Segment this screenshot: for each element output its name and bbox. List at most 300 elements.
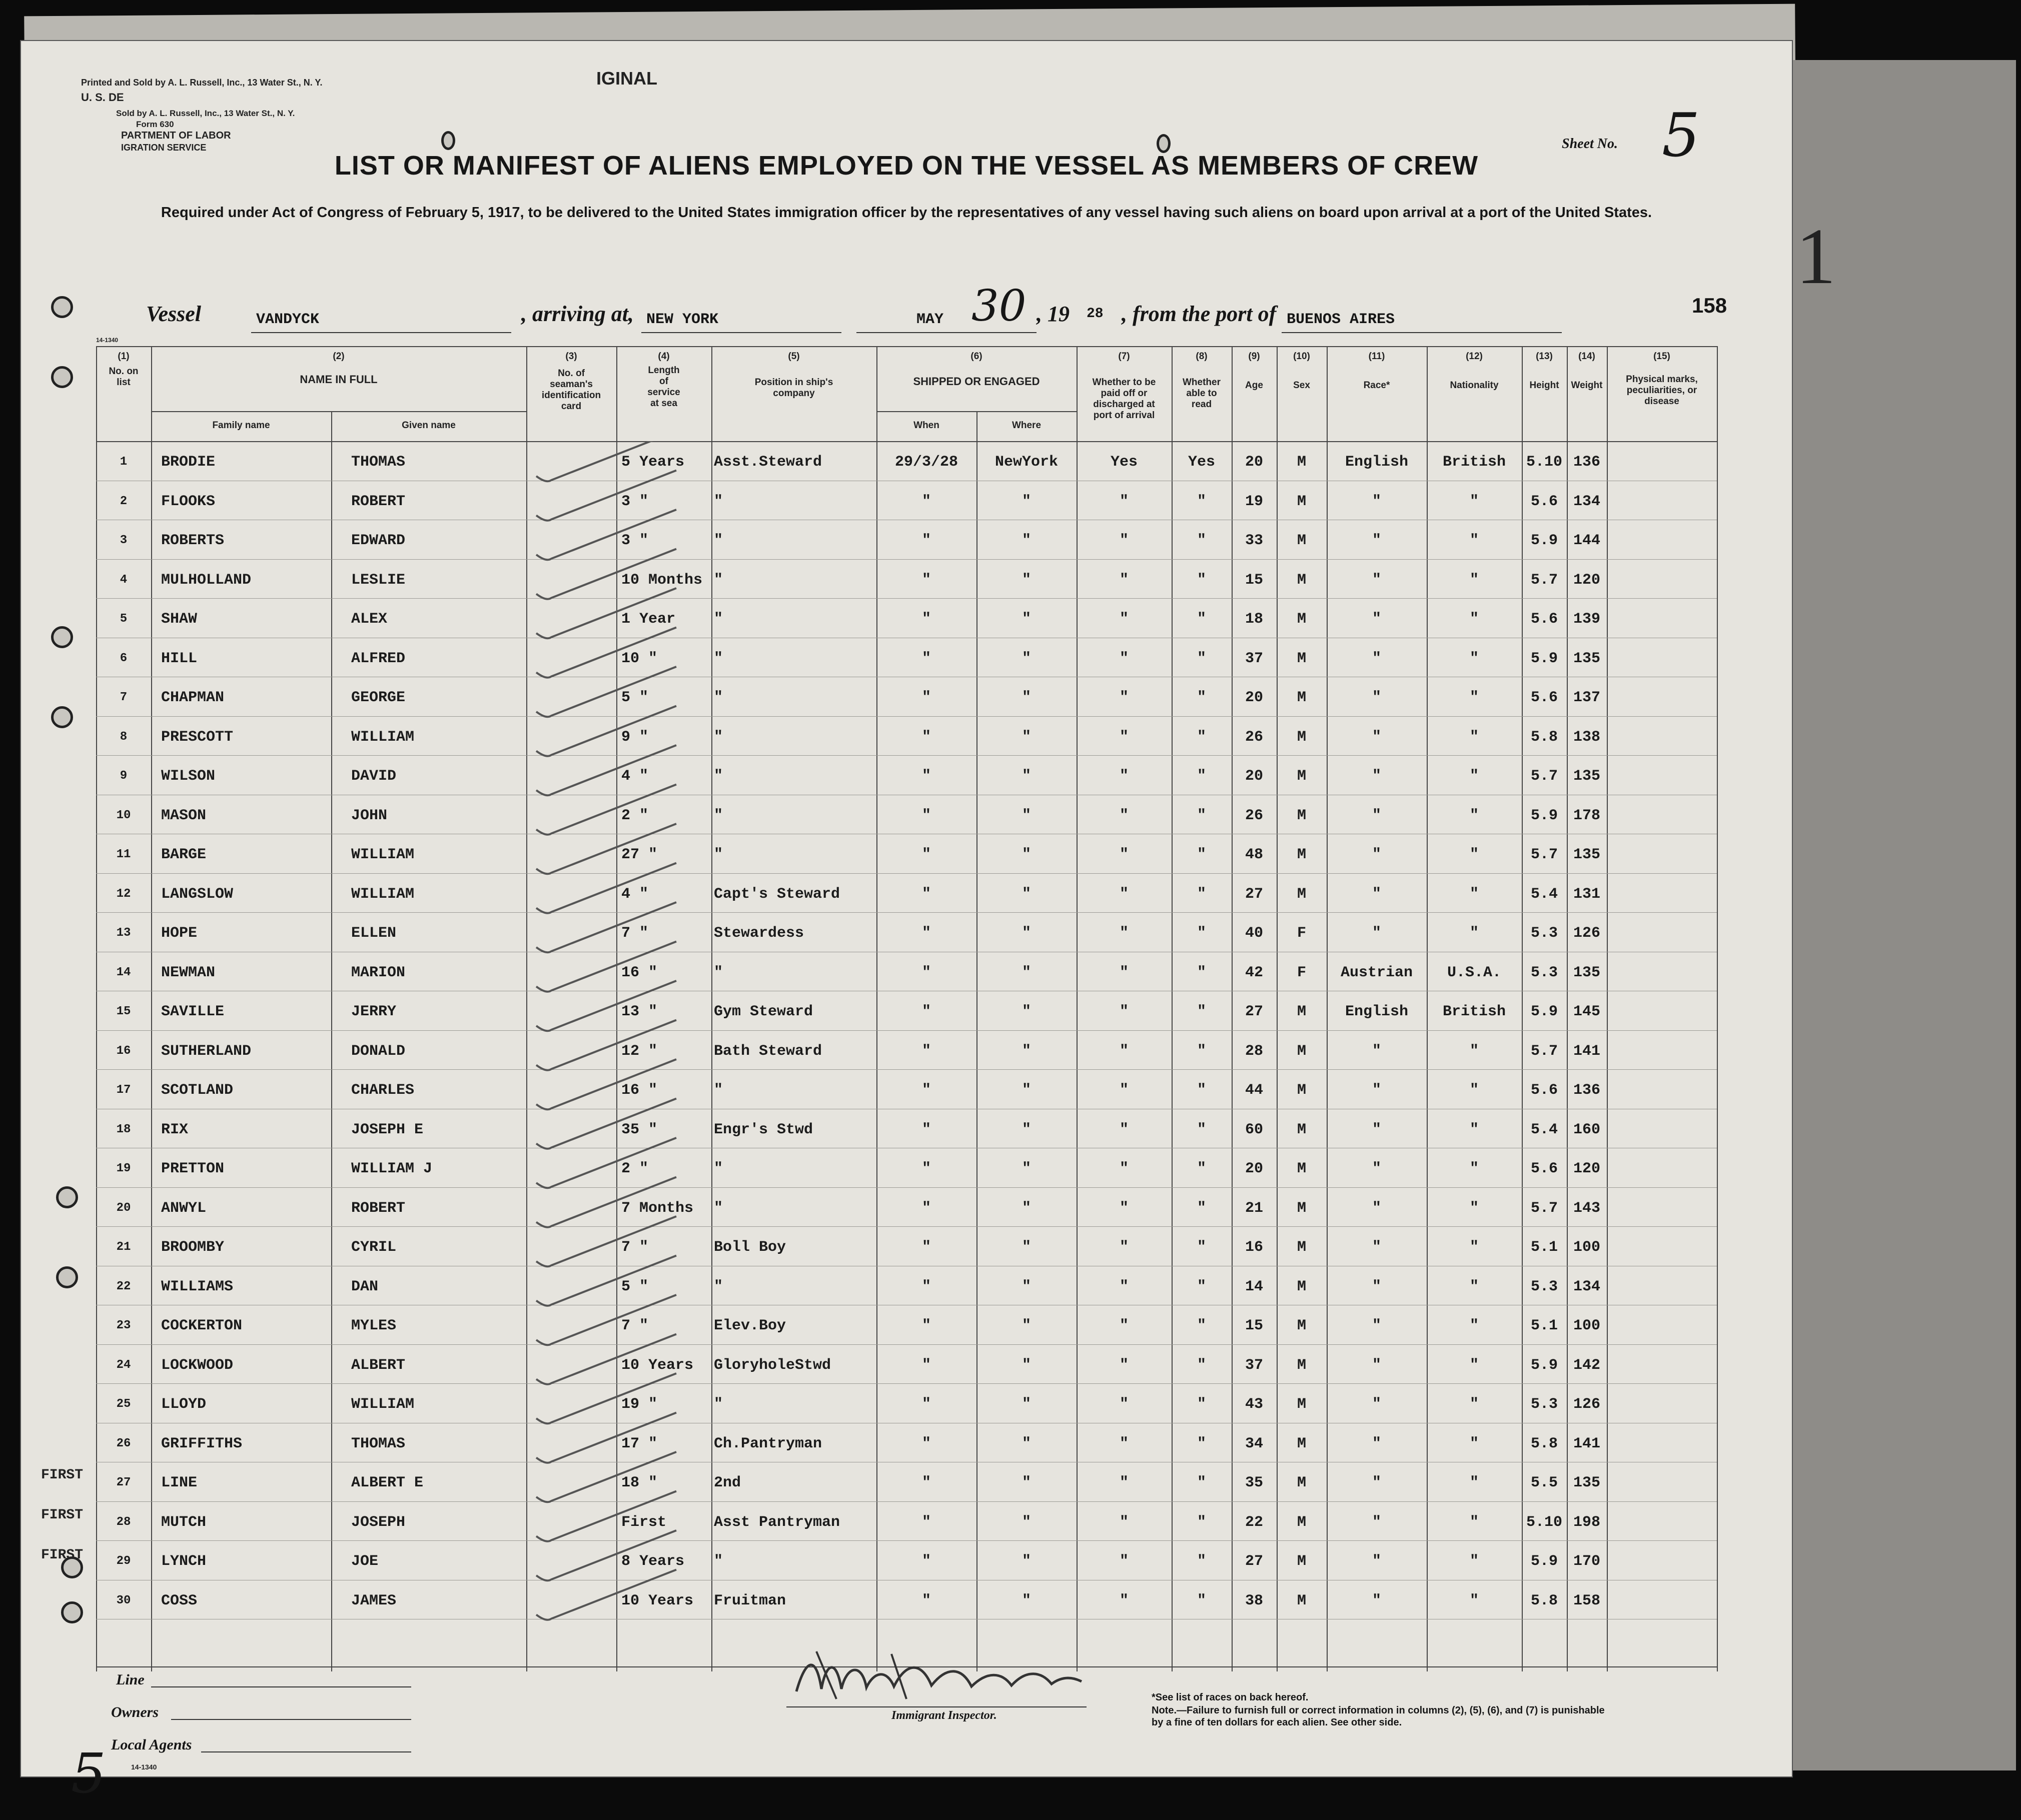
cell-no: 1 (120, 455, 128, 469)
cell-age: 15 (1245, 1317, 1263, 1334)
cell-family: BROOMBY (161, 1239, 225, 1256)
cell-height: 5.9 (1530, 1003, 1558, 1020)
cell-family: PRESCOTT (161, 728, 234, 746)
cell-family: FLOOKS (161, 493, 216, 510)
cell-age: 18 (1245, 611, 1263, 628)
cell-paid: " (1119, 846, 1129, 863)
cell-position: Engr's Stwd (714, 1121, 813, 1138)
form-code: 14-1340 (96, 337, 119, 344)
cell-given: CHARLES (351, 1082, 415, 1099)
cell-nationality: " (1469, 1592, 1479, 1609)
cell-nationality: British (1442, 1003, 1506, 1020)
cell-given: JAMES (351, 1592, 397, 1609)
cell-weight: 158 (1573, 1592, 1600, 1609)
cell-sex: M (1297, 1513, 1306, 1531)
cell-position: GloryholeStwd (714, 1356, 831, 1374)
cell-service: 5 Years (621, 454, 685, 471)
cell-family: SHAW (161, 611, 198, 628)
vessel-name: VANDYCK (256, 311, 320, 328)
binder-hole (51, 706, 73, 728)
cell-read: " (1197, 1474, 1206, 1491)
cell-age: 22 (1245, 1513, 1263, 1531)
cell-service: 19 " (621, 1396, 658, 1413)
cell-no: 29 (116, 1554, 131, 1568)
cell-height: 5.1 (1530, 1239, 1558, 1256)
cell-read: " (1197, 1513, 1206, 1531)
cell-age: 20 (1245, 768, 1263, 785)
cell-read: " (1197, 1435, 1206, 1452)
cell-where: " (1022, 571, 1031, 589)
cell-race: " (1372, 1474, 1381, 1491)
cell-sex: M (1297, 650, 1306, 667)
cell-race: " (1372, 493, 1381, 510)
col-race-header: (11) Race* (1363, 351, 1390, 391)
cell-family: SAVILLE (161, 1003, 225, 1020)
cell-age: 40 (1245, 925, 1263, 942)
cell-when: " (921, 571, 931, 589)
cell-nationality: U.S.A. (1447, 964, 1502, 981)
cell-sex: M (1297, 493, 1306, 510)
cell-position: " (714, 1199, 723, 1217)
cell-service: 12 " (621, 1042, 658, 1060)
cell-paid: " (1119, 1239, 1129, 1256)
cell-no: 22 (116, 1279, 131, 1293)
cell-service: 5 " (621, 1278, 649, 1295)
cell-position: " (714, 1396, 723, 1413)
cell-given: MYLES (351, 1317, 397, 1334)
cell-no: 23 (116, 1319, 131, 1332)
cell-no: 25 (116, 1397, 131, 1411)
cell-family: NEWMAN (161, 964, 216, 981)
cell-where: NewYork (994, 454, 1059, 471)
cell-race: " (1372, 532, 1381, 549)
cell-no: 27 (116, 1476, 131, 1489)
cell-nationality: " (1469, 846, 1479, 863)
cell-paid: " (1119, 493, 1129, 510)
cell-age: 16 (1245, 1239, 1263, 1256)
cell-position: " (714, 571, 723, 589)
cell-sex: M (1297, 1160, 1306, 1177)
cell-height: 5.7 (1530, 1199, 1558, 1217)
cell-weight: 134 (1573, 1278, 1600, 1295)
cell-weight: 134 (1573, 493, 1600, 510)
cell-service: 7 " (621, 925, 649, 942)
cell-read: " (1197, 1239, 1206, 1256)
cell-height: 5.10 (1526, 1513, 1562, 1531)
cell-read: " (1197, 964, 1206, 981)
col-marks-header: (15) Physical marks, peculiarities, or disease (1626, 351, 1698, 407)
cell-service: 2 " (621, 1160, 649, 1177)
cell-where: " (1022, 532, 1031, 549)
inspector-signature (786, 1641, 1107, 1711)
manifest-subtitle: Required under Act of Congress of February 5, 1917, to be delivered to the United States immigration officer by the representatives of any vessel having such aliens on board upon arrival at a port of the United States. (161, 205, 1652, 221)
cell-weight: 135 (1573, 768, 1600, 785)
cell-paid: " (1119, 611, 1129, 628)
cell-where: " (1022, 1474, 1031, 1491)
cell-race: " (1372, 1199, 1381, 1217)
cell-sex: M (1297, 1592, 1306, 1609)
cell-age: 19 (1245, 493, 1263, 510)
col-shipped-header: (6) SHIPPED OR ENGAGED (913, 351, 1040, 388)
cell-family: HOPE (161, 925, 198, 942)
manifest-sheet (20, 40, 1793, 1805)
cell-given: DONALD (351, 1042, 406, 1060)
cell-given: THOMAS (351, 454, 406, 471)
cell-read: " (1197, 1356, 1206, 1374)
cell-height: 5.7 (1530, 768, 1558, 785)
cell-race: " (1372, 1042, 1381, 1060)
cell-position: Elev.Boy (714, 1317, 786, 1334)
cell-service: 3 " (621, 493, 649, 510)
cell-height: 5.8 (1530, 1435, 1558, 1452)
from-port: BUENOS AIRES (1287, 311, 1395, 328)
cell-weight: 100 (1573, 1239, 1600, 1256)
cell-position: " (714, 964, 723, 981)
cell-paid: " (1119, 532, 1129, 549)
cell-when: " (921, 1317, 931, 1334)
cell-read: " (1197, 1553, 1206, 1570)
col-when-header: When (913, 420, 939, 431)
cell-position: " (714, 846, 723, 863)
cell-sex: M (1297, 1082, 1306, 1099)
cell-height: 5.5 (1530, 1474, 1558, 1491)
cell-sex: M (1297, 1239, 1306, 1256)
cell-race: Austrian (1340, 964, 1413, 981)
arriving-label: , arriving at, (521, 302, 634, 326)
margin-note-first: FIRST (41, 1547, 84, 1563)
cell-where: " (1022, 493, 1031, 510)
us-dept: U. S. DE (81, 91, 124, 104)
manifest-title: LIST OR MANIFEST OF ALIENS EMPLOYED ON THE VESSEL AS MEMBERS OF CREW (334, 151, 1479, 181)
cell-where: " (1022, 1199, 1031, 1217)
cell-age: 28 (1245, 1042, 1263, 1060)
cell-nationality: " (1469, 571, 1479, 589)
cell-when: " (921, 885, 931, 903)
cell-weight: 135 (1573, 1474, 1600, 1491)
cell-given: WILLIAM (351, 885, 415, 903)
races-note: *See list of races on back hereof. (1152, 1692, 1309, 1703)
cell-family: LANGSLOW (161, 885, 234, 903)
cell-nationality: " (1469, 493, 1479, 510)
cell-nationality: " (1469, 1317, 1479, 1334)
from-port-underline (1282, 332, 1562, 333)
cell-weight: 136 (1573, 454, 1600, 471)
cell-weight: 135 (1573, 650, 1600, 667)
binder-hole (51, 296, 73, 318)
binder-hole (61, 1601, 83, 1623)
cell-where: " (1022, 807, 1031, 824)
cell-height: 5.6 (1530, 493, 1558, 510)
cell-family: ROBERTS (161, 532, 225, 549)
cell-race: " (1372, 925, 1381, 942)
row-rule (96, 1030, 1717, 1031)
cell-given: ALBERT (351, 1356, 406, 1374)
agents-underline (201, 1751, 411, 1752)
cell-read: " (1197, 728, 1206, 746)
cell-age: 44 (1245, 1082, 1263, 1099)
cell-read: " (1197, 768, 1206, 785)
cell-given: JOE (351, 1553, 379, 1570)
cell-age: 27 (1245, 885, 1263, 903)
cell-sex: M (1297, 611, 1306, 628)
cell-weight: 178 (1573, 807, 1600, 824)
col-sex-header: (10) Sex (1293, 351, 1310, 391)
arriving-port: NEW YORK (646, 311, 719, 328)
cell-position: " (714, 493, 723, 510)
cell-weight: 160 (1573, 1121, 1600, 1138)
cell-read: " (1197, 885, 1206, 903)
cell-no: 8 (120, 730, 128, 744)
cell-when: " (921, 611, 931, 628)
binder-hole (56, 1186, 78, 1208)
cell-where: " (1022, 1513, 1031, 1531)
cell-paid: " (1119, 650, 1129, 667)
cell-nationality: " (1469, 1121, 1479, 1138)
date-underline (856, 332, 1037, 333)
cell-position: Capt's Steward (714, 885, 840, 903)
margin-note-first: FIRST (41, 1467, 84, 1483)
cell-paid: " (1119, 1474, 1129, 1491)
cell-no: 3 (120, 534, 128, 547)
cell-when: " (921, 1474, 931, 1491)
adjacent-page: 1 (1781, 60, 2016, 1770)
cell-no: 19 (116, 1162, 131, 1175)
cell-read: " (1197, 925, 1206, 942)
cell-read: " (1197, 846, 1206, 863)
cell-sex: M (1297, 1042, 1306, 1060)
cell-no: 20 (116, 1201, 131, 1215)
cell-where: " (1022, 650, 1031, 667)
cell-sex: M (1297, 1396, 1306, 1413)
cell-sex: M (1297, 1121, 1306, 1138)
row-rule (96, 559, 1717, 560)
cell-service: 2 " (621, 807, 649, 824)
cell-sex: M (1297, 807, 1306, 824)
cell-sex: M (1297, 1003, 1306, 1020)
cell-when: " (921, 1396, 931, 1413)
cell-height: 5.3 (1530, 925, 1558, 942)
cell-when: " (921, 1199, 931, 1217)
cell-service: 18 " (621, 1474, 658, 1491)
signature-underline (786, 1706, 1087, 1707)
cell-weight: 120 (1573, 1160, 1600, 1177)
cell-given: MARION (351, 964, 406, 981)
cell-paid: " (1119, 1278, 1129, 1295)
cell-age: 20 (1245, 1160, 1263, 1177)
cell-height: 5.9 (1530, 532, 1558, 549)
cell-position: " (714, 532, 723, 549)
cell-nationality: " (1469, 1160, 1479, 1177)
cell-height: 5.7 (1530, 1042, 1558, 1060)
cell-sex: M (1297, 1356, 1306, 1374)
cell-paid: " (1119, 1121, 1129, 1138)
cell-sex: M (1297, 728, 1306, 746)
cell-position: Boll Boy (714, 1239, 786, 1256)
cell-no: 30 (116, 1593, 131, 1607)
cell-height: 5.8 (1530, 1592, 1558, 1609)
cell-sex: M (1297, 1435, 1306, 1452)
cell-race: " (1372, 1121, 1381, 1138)
cell-service: 8 Years (621, 1553, 685, 1570)
cell-no: 2 (120, 494, 128, 508)
cell-height: 5.8 (1530, 728, 1558, 746)
cell-when: " (921, 493, 931, 510)
cell-family: CHAPMAN (161, 689, 225, 706)
cell-where: " (1022, 1317, 1031, 1334)
cell-no: 21 (116, 1240, 131, 1254)
cell-no: 14 (116, 965, 131, 979)
row-rule (96, 598, 1717, 599)
cell-race: " (1372, 846, 1381, 863)
cell-height: 5.9 (1530, 1356, 1558, 1374)
margin-note-first: FIRST (41, 1507, 84, 1523)
cell-no: 6 (120, 651, 128, 665)
cell-service: 13 " (621, 1003, 658, 1020)
cell-service: 7 Months (621, 1199, 694, 1217)
cell-service: 7 " (621, 1239, 649, 1256)
cell-paid: " (1119, 728, 1129, 746)
cell-given: ROBERT (351, 1199, 406, 1217)
cell-position: " (714, 1278, 723, 1295)
cell-service: 4 " (621, 885, 649, 903)
cell-family: ANWYL (161, 1199, 207, 1217)
arrival-day: 30 (971, 281, 1027, 331)
cell-nationality: " (1469, 1082, 1479, 1099)
cell-paid: " (1119, 1317, 1129, 1334)
cell-age: 37 (1245, 1356, 1263, 1374)
cell-no: 16 (116, 1044, 131, 1058)
cell-race: " (1372, 571, 1381, 589)
cell-weight: 135 (1573, 964, 1600, 981)
cell-sex: M (1297, 571, 1306, 589)
cell-race: " (1372, 689, 1381, 706)
cell-position: " (714, 689, 723, 706)
cell-family: LLOYD (161, 1396, 207, 1413)
cell-paid: " (1119, 1356, 1129, 1374)
cell-race: " (1372, 1553, 1381, 1570)
cell-position: " (714, 768, 723, 785)
from-label: , from the port of (1122, 302, 1277, 326)
cell-sex: M (1297, 846, 1306, 863)
col-read-header: (8) Whether able to read (1183, 351, 1221, 410)
row-rule (96, 716, 1717, 717)
cell-family: BRODIE (161, 454, 216, 471)
cell-sex: F (1297, 964, 1306, 981)
cell-age: 20 (1245, 454, 1263, 471)
cell-family: SUTHERLAND (161, 1042, 252, 1060)
cell-race: " (1372, 650, 1381, 667)
col-id-card-header: (3) No. of seaman's identification card (541, 351, 601, 412)
cell-nationality: " (1469, 1278, 1479, 1295)
cell-nationality: " (1469, 611, 1479, 628)
cell-family: LOCKWOOD (161, 1356, 234, 1374)
cell-age: 14 (1245, 1278, 1263, 1295)
cell-nationality: " (1469, 650, 1479, 667)
cell-service: 17 " (621, 1435, 658, 1452)
cell-no: 13 (116, 926, 131, 940)
cell-read: " (1197, 1121, 1206, 1138)
cell-when: " (921, 1003, 931, 1020)
cell-height: 5.3 (1530, 964, 1558, 981)
cell-sex: M (1297, 1199, 1306, 1217)
cell-height: 5.9 (1530, 650, 1558, 667)
cell-height: 5.4 (1530, 1121, 1558, 1138)
cell-paid: " (1119, 807, 1129, 824)
cell-when: " (921, 925, 931, 942)
cell-race: " (1372, 1435, 1381, 1452)
cell-when: " (921, 1592, 931, 1609)
cell-nationality: " (1469, 689, 1479, 706)
cell-no: 10 (116, 808, 131, 822)
cell-family: PRETTON (161, 1160, 225, 1177)
cell-weight: 170 (1573, 1553, 1600, 1570)
cell-age: 42 (1245, 964, 1263, 981)
cell-age: 21 (1245, 1199, 1263, 1217)
cell-nationality: " (1469, 1199, 1479, 1217)
cell-no: 12 (116, 887, 131, 901)
cell-race: " (1372, 1356, 1381, 1374)
cell-race: " (1372, 1082, 1381, 1099)
line-label: Line (116, 1671, 145, 1688)
cell-where: " (1022, 611, 1031, 628)
cell-age: 60 (1245, 1121, 1263, 1138)
cell-position: " (714, 650, 723, 667)
cell-where: " (1022, 964, 1031, 981)
cell-position: Fruitman (714, 1592, 786, 1609)
manifest-table (96, 346, 1717, 1671)
cell-family: LINE (161, 1474, 198, 1491)
cell-height: 5.3 (1530, 1396, 1558, 1413)
cell-read: " (1197, 493, 1206, 510)
cell-no: 11 (116, 848, 131, 861)
cell-nationality: " (1469, 728, 1479, 746)
cell-when: " (921, 1435, 931, 1452)
cell-age: 35 (1245, 1474, 1263, 1491)
cell-height: 5.9 (1530, 807, 1558, 824)
col-age-header: (9) Age (1245, 351, 1263, 391)
cell-where: " (1022, 1278, 1031, 1295)
cell-age: 37 (1245, 650, 1263, 667)
cell-read: " (1197, 571, 1206, 589)
cell-age: 15 (1245, 571, 1263, 589)
cell-given: JOSEPH E (351, 1121, 424, 1138)
cell-family: WILSON (161, 768, 216, 785)
corner-mark: 5 (71, 1741, 106, 1805)
cell-when: " (921, 728, 931, 746)
cell-paid: Yes (1110, 454, 1138, 471)
cell-paid: " (1119, 1003, 1129, 1020)
cell-height: 5.6 (1530, 689, 1558, 706)
cell-family: RIX (161, 1121, 189, 1138)
cell-weight: 141 (1573, 1042, 1600, 1060)
cell-where: " (1022, 1160, 1031, 1177)
cell-service: 1 Year (621, 611, 676, 628)
cell-height: 5.6 (1530, 611, 1558, 628)
cell-nationality: " (1469, 768, 1479, 785)
cell-when: " (921, 1042, 931, 1060)
cell-where: " (1022, 768, 1031, 785)
cell-age: 26 (1245, 728, 1263, 746)
cell-sex: F (1297, 925, 1306, 942)
cell-family: HILL (161, 650, 198, 667)
cell-age: 38 (1245, 1592, 1263, 1609)
row-rule (96, 755, 1717, 756)
cell-age: 33 (1245, 532, 1263, 549)
cell-where: " (1022, 1042, 1031, 1060)
cell-no: 28 (116, 1515, 131, 1529)
cell-no: 18 (116, 1122, 131, 1136)
cell-when: 29/3/28 (894, 454, 958, 471)
